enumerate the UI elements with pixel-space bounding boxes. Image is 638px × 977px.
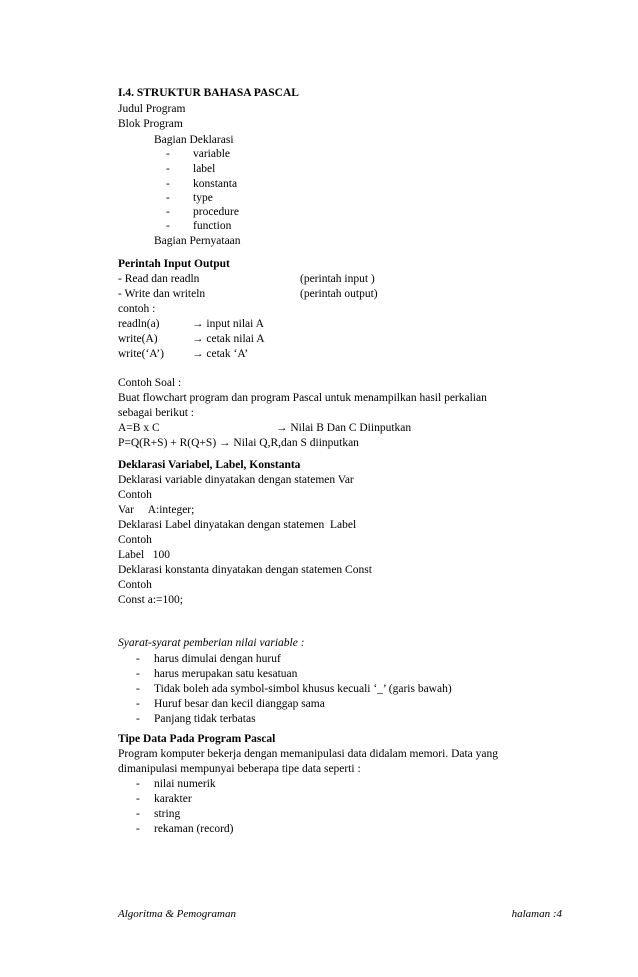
list-item: type	[193, 192, 213, 204]
list-dash: -	[166, 148, 170, 160]
read-line: - Read dan readln	[118, 273, 200, 285]
bagian-pernyataan: Bagian Pernyataan	[154, 235, 241, 247]
deklarasi-line: Const a:=100;	[118, 594, 183, 606]
list-item: harus dimulai dengan huruf	[154, 653, 281, 665]
list-dash: -	[136, 653, 140, 665]
page-number: halaman :4	[511, 908, 562, 920]
deklarasi-line: Contoh	[118, 579, 152, 591]
bagian-deklarasi: Bagian Deklarasi	[154, 134, 234, 146]
list-dash: -	[166, 192, 170, 204]
equation-desc: → Nilai B Dan C Diinputkan	[276, 422, 412, 434]
deklarasi-line: Deklarasi konstanta dinyatakan dengan statemen Const	[118, 564, 372, 576]
soal-line: Buat flowchart program dan program Pascal untuk menampilkan hasil perkalian	[118, 392, 487, 404]
tipe-data-line: dimanipulasi mempunyai beberapa tipe data seperti :	[118, 763, 361, 775]
list-item: karakter	[154, 793, 192, 805]
contoh-soal: Contoh Soal :	[118, 377, 182, 389]
section-title-struktur: I.4. STRUKTUR BAHASA PASCAL	[118, 87, 299, 99]
list-dash: -	[166, 178, 170, 190]
section-title-tipe-data: Tipe Data Pada Program Pascal	[118, 733, 276, 745]
list-item: procedure	[193, 206, 239, 218]
list-dash: -	[136, 808, 140, 820]
contoh-label: contoh :	[118, 303, 156, 315]
write-line: - Write dan writeln	[118, 288, 206, 300]
section-title-syarat: Syarat-syarat pemberian nilai variable :	[118, 637, 305, 649]
list-dash: -	[136, 778, 140, 790]
example-desc: → cetak ‘A’	[192, 348, 249, 360]
list-dash: -	[136, 698, 140, 710]
list-item: function	[193, 220, 232, 232]
read-desc: (perintah input )	[300, 273, 375, 285]
list-item: konstanta	[193, 178, 238, 190]
list-dash: -	[136, 713, 140, 725]
list-item: label	[193, 163, 216, 175]
section-title-input-output: Perintah Input Output	[118, 258, 230, 270]
list-dash: -	[136, 793, 140, 805]
list-dash: -	[136, 823, 140, 835]
list-dash: -	[136, 683, 140, 695]
list-dash: -	[166, 220, 170, 232]
tipe-data-line: Program komputer bekerja dengan memanipulasi data didalam memori. Data yang	[118, 748, 499, 760]
example-code: write(A)	[118, 333, 158, 345]
example-desc: → input nilai A	[192, 318, 264, 330]
soal-line: sebagai berikut :	[118, 407, 195, 419]
equation: A=B x C	[118, 422, 160, 434]
example-code: readln(a)	[118, 318, 160, 330]
deklarasi-line: Var A:integer;	[118, 504, 195, 516]
write-desc: (perintah output)	[300, 288, 378, 300]
blok-program: Blok Program	[118, 118, 183, 130]
list-item: Panjang tidak terbatas	[154, 713, 256, 725]
deklarasi-line: Deklarasi Label dinyatakan dengan statemen Label	[118, 519, 357, 531]
equation: P=Q(R+S) + R(Q+S) → Nilai Q,R,dan S diinputkan	[118, 437, 359, 449]
list-item: rekaman (record)	[154, 823, 234, 835]
list-item: variable	[193, 148, 231, 160]
deklarasi-line: Deklarasi variable dinyatakan dengan statemen Var	[118, 474, 354, 486]
list-dash: -	[166, 163, 170, 175]
list-dash: -	[166, 206, 170, 218]
example-desc: → cetak nilai A	[192, 333, 265, 345]
list-dash: -	[136, 668, 140, 680]
list-item: nilai numerik	[154, 778, 216, 790]
list-item: Tidak boleh ada symbol-simbol khusus kecuali ‘_’ (garis bawah)	[154, 683, 452, 695]
deklarasi-line: Contoh	[118, 534, 152, 546]
judul-program: Judul Program	[118, 103, 186, 115]
deklarasi-line: Contoh	[118, 489, 152, 501]
deklarasi-line: Label 100	[118, 549, 171, 561]
example-code: write(‘A’)	[118, 348, 164, 360]
list-item: harus merupakan satu kesatuan	[154, 668, 298, 680]
section-title-deklarasi: Deklarasi Variabel, Label, Konstanta	[118, 459, 301, 471]
footer-title: Algoritma & Pemograman	[118, 908, 236, 920]
list-item: Huruf besar dan kecil dianggap sama	[154, 698, 325, 710]
list-item: string	[154, 808, 181, 820]
